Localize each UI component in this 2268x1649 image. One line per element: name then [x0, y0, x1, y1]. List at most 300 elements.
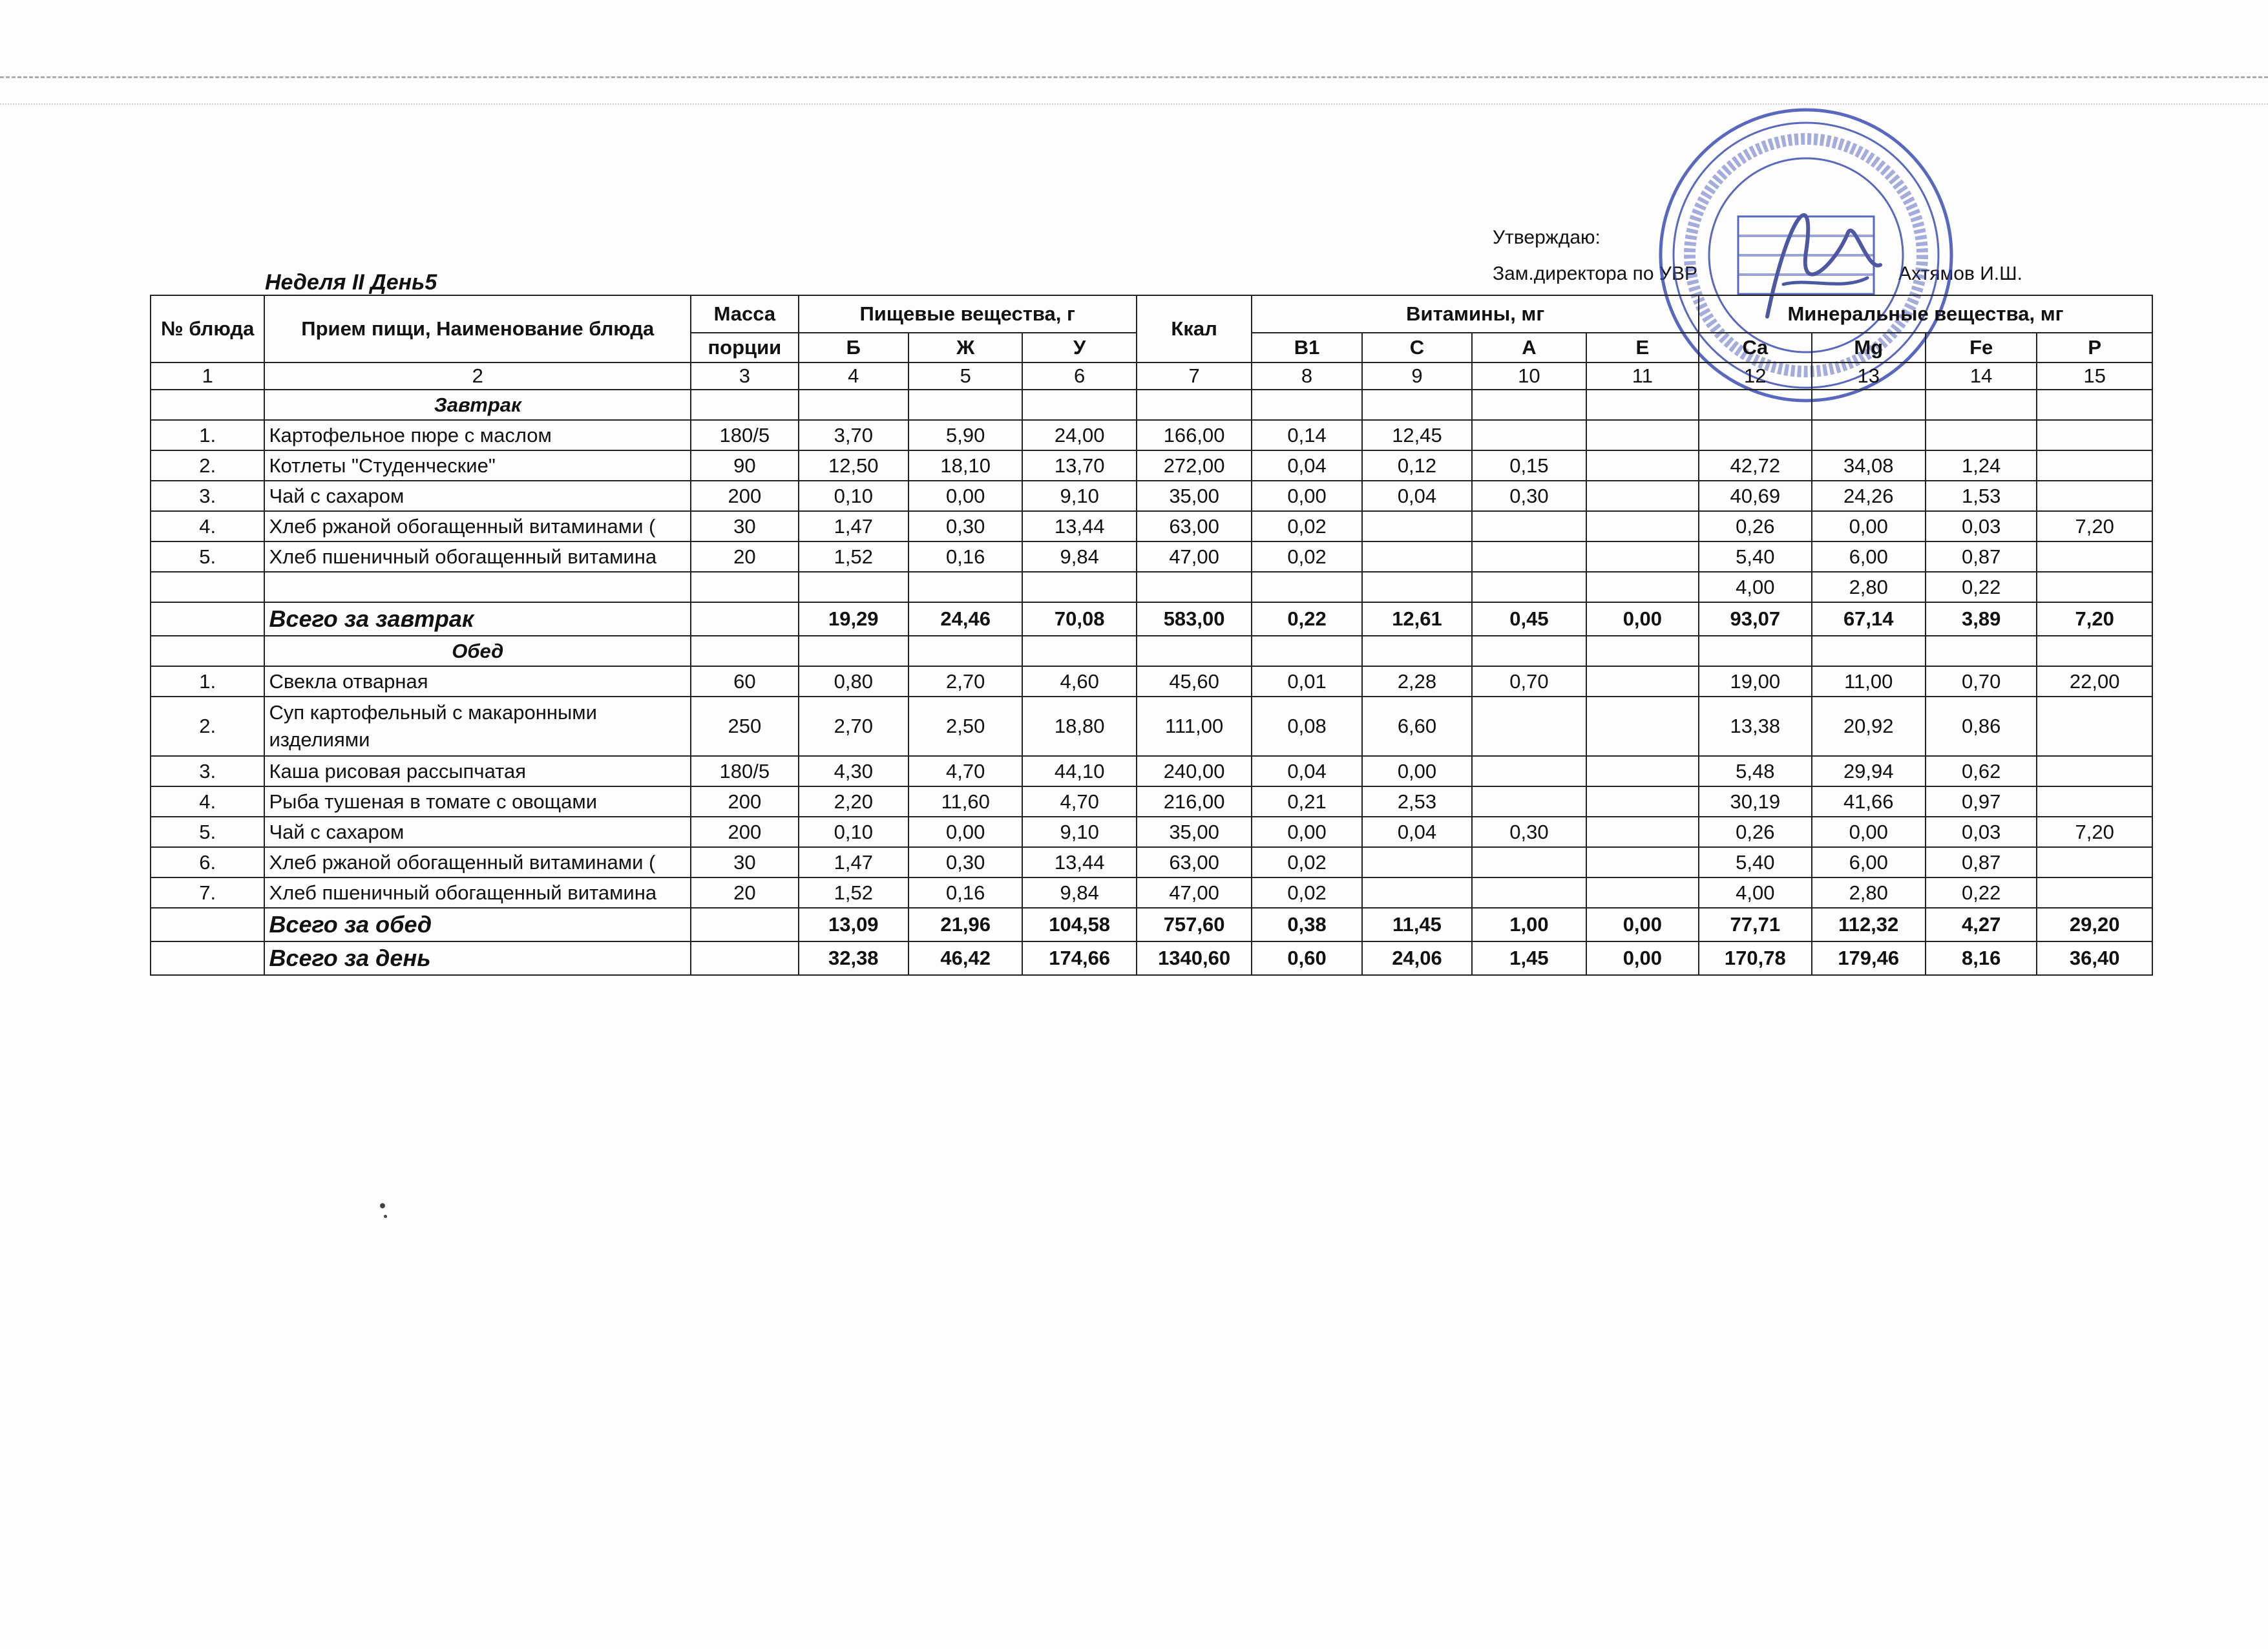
empty-cell — [1137, 636, 1252, 666]
table-cell: 30 — [691, 847, 798, 877]
dish-name: Котлеты "Студенческие" — [264, 450, 691, 481]
approval-block — [1493, 220, 2022, 292]
table-cell — [2037, 481, 2152, 511]
table-cell: 5. — [151, 817, 264, 847]
section-row — [151, 390, 2152, 420]
table-cell: 4,00 — [1699, 877, 1811, 908]
table-cell: 44,10 — [1022, 756, 1136, 786]
table-cell: 90 — [691, 450, 798, 481]
table-cell: 216,00 — [1137, 786, 1252, 817]
table-cell — [151, 572, 264, 602]
empty-cell — [1362, 390, 1472, 420]
header-vitamins: Витамины, мг — [1252, 295, 1699, 333]
table-cell — [1472, 572, 1586, 602]
table-cell: 0,10 — [799, 481, 908, 511]
table-cell: 4,30 — [799, 756, 908, 786]
table-cell: 0,30 — [1472, 817, 1586, 847]
table-cell — [1699, 420, 1811, 450]
table-cell: 5,40 — [1699, 541, 1811, 572]
table-cell — [2037, 847, 2152, 877]
table-cell: 41,66 — [1812, 786, 1926, 817]
table-cell — [2037, 450, 2152, 481]
empty-cell — [1926, 636, 2037, 666]
header-calcium: Ca — [1699, 333, 1811, 362]
header-minerals: Минеральные вещества, мг — [1699, 295, 2152, 333]
table-cell: 1. — [151, 666, 264, 697]
header-dish-name: Прием пищи, Наименование блюда — [264, 295, 691, 362]
table-cell: 0,62 — [1926, 756, 2037, 786]
table-cell: 0,30 — [908, 511, 1022, 541]
table-cell — [1586, 817, 1699, 847]
table-cell — [1252, 572, 1361, 602]
table-cell: 0,30 — [1472, 481, 1586, 511]
table-cell — [1362, 847, 1472, 877]
table-cell: 2,80 — [1812, 572, 1926, 602]
table-cell — [1362, 877, 1472, 908]
empty-cell — [908, 390, 1022, 420]
table-cell: 7,20 — [2037, 511, 2152, 541]
column-number: 13 — [1812, 362, 1926, 390]
table-cell: 30 — [691, 511, 798, 541]
table-cell: 0,38 — [1252, 908, 1361, 941]
table-cell — [1362, 541, 1472, 572]
column-number: 5 — [908, 362, 1022, 390]
table-row — [151, 756, 2152, 786]
table-cell: 0,00 — [908, 817, 1022, 847]
table-cell: 179,46 — [1812, 941, 1926, 975]
table-cell: 0,00 — [1362, 756, 1472, 786]
table-cell: 6,00 — [1812, 541, 1926, 572]
table-cell: 1,47 — [799, 511, 908, 541]
table-cell: 0,02 — [1252, 511, 1361, 541]
empty-cell — [1586, 636, 1699, 666]
empty-cell — [1472, 636, 1586, 666]
table-cell: 4,60 — [1022, 666, 1136, 697]
table-cell: 3,70 — [799, 420, 908, 450]
table-cell: 0,00 — [1586, 602, 1699, 636]
table-cell — [1586, 847, 1699, 877]
empty-cell — [799, 390, 908, 420]
table-cell: 7,20 — [2037, 602, 2152, 636]
table-cell: 1,47 — [799, 847, 908, 877]
table-row — [151, 541, 2152, 572]
table-row — [151, 817, 2152, 847]
empty-cell — [1699, 636, 1811, 666]
table-cell: 0,87 — [1926, 847, 2037, 877]
total-label: Всего за завтрак — [264, 602, 691, 636]
table-header-row-1 — [151, 295, 2152, 333]
table-cell: 77,71 — [1699, 908, 1811, 941]
table-cell: 13,38 — [1699, 697, 1811, 756]
column-number-row — [151, 362, 2152, 390]
table-cell: 24,00 — [1022, 420, 1136, 450]
table-cell — [691, 602, 798, 636]
table-cell: 0,87 — [1926, 541, 2037, 572]
table-cell — [2037, 572, 2152, 602]
table-cell — [1472, 420, 1586, 450]
table-row — [151, 450, 2152, 481]
table-cell: 93,07 — [1699, 602, 1811, 636]
header-dish-number: № блюда — [151, 295, 264, 362]
table-cell: 60 — [691, 666, 798, 697]
column-number: 15 — [2037, 362, 2152, 390]
section-title: Обед — [264, 636, 691, 666]
table-cell: 0,00 — [1252, 481, 1361, 511]
table-cell: 24,26 — [1812, 481, 1926, 511]
total-label: Всего за день — [264, 941, 691, 975]
empty-cell — [1252, 390, 1361, 420]
scan-edge-line — [0, 76, 2268, 78]
table-cell: 0,04 — [1362, 481, 1472, 511]
table-cell: 0,22 — [1252, 602, 1361, 636]
column-number: 10 — [1472, 362, 1586, 390]
table-cell: 24,46 — [908, 602, 1022, 636]
empty-cell — [1472, 390, 1586, 420]
table-cell: 0,01 — [1252, 666, 1361, 697]
table-cell: 2. — [151, 697, 264, 756]
table-cell: 20,92 — [1812, 697, 1926, 756]
table-cell: 0,12 — [1362, 450, 1472, 481]
table-cell: 0,15 — [1472, 450, 1586, 481]
table-cell: 0,04 — [1252, 756, 1361, 786]
header-magnesium: Mg — [1812, 333, 1926, 362]
table-cell: 32,38 — [799, 941, 908, 975]
table-cell — [1472, 541, 1586, 572]
table-cell: 0,14 — [1252, 420, 1361, 450]
column-number: 7 — [1137, 362, 1252, 390]
table-cell: 0,45 — [1472, 602, 1586, 636]
table-cell: 1,24 — [1926, 450, 2037, 481]
column-number: 1 — [151, 362, 264, 390]
column-number: 2 — [264, 362, 691, 390]
table-cell: 30,19 — [1699, 786, 1811, 817]
empty-cell — [151, 636, 264, 666]
table-cell: 0,70 — [1472, 666, 1586, 697]
table-cell: 111,00 — [1137, 697, 1252, 756]
table-cell: 0,16 — [908, 541, 1022, 572]
column-number: 12 — [1699, 362, 1811, 390]
table-cell: 3,89 — [1926, 602, 2037, 636]
dish-name: Хлеб пшеничный обогащенный витамина — [264, 541, 691, 572]
table-cell: 4,00 — [1699, 572, 1811, 602]
table-cell: 0,26 — [1699, 817, 1811, 847]
table-cell: 1,53 — [1926, 481, 2037, 511]
table-cell — [1362, 572, 1472, 602]
dish-name: Чай с сахаром — [264, 817, 691, 847]
table-cell: 8,16 — [1926, 941, 2037, 975]
column-number: 6 — [1022, 362, 1136, 390]
section-title: Завтрак — [264, 390, 691, 420]
table-cell: 36,40 — [2037, 941, 2152, 975]
total-label: Всего за обед — [264, 908, 691, 941]
table-cell: 583,00 — [1137, 602, 1252, 636]
empty-cell — [2037, 636, 2152, 666]
empty-cell — [799, 636, 908, 666]
table-cell — [691, 941, 798, 975]
empty-cell — [1812, 636, 1926, 666]
dish-name — [264, 572, 691, 602]
table-cell: 29,20 — [2037, 908, 2152, 941]
table-cell: 35,00 — [1137, 817, 1252, 847]
table-cell — [2037, 756, 2152, 786]
dish-name: Хлеб ржаной обогащенный витаминами ( — [264, 847, 691, 877]
table-cell: 7. — [151, 877, 264, 908]
table-cell — [151, 941, 264, 975]
table-cell — [1586, 697, 1699, 756]
table-cell — [1586, 877, 1699, 908]
table-cell: 0,30 — [908, 847, 1022, 877]
table-cell — [1586, 541, 1699, 572]
dish-name: Свекла отварная — [264, 666, 691, 697]
dish-name: Чай с сахаром — [264, 481, 691, 511]
table-cell — [1586, 572, 1699, 602]
table-cell — [1586, 756, 1699, 786]
table-cell: 0,16 — [908, 877, 1022, 908]
table-cell: 11,00 — [1812, 666, 1926, 697]
table-cell: 29,94 — [1812, 756, 1926, 786]
table-cell: 757,60 — [1137, 908, 1252, 941]
table-cell: 9,10 — [1022, 481, 1136, 511]
table-cell — [1472, 511, 1586, 541]
table-cell: 45,60 — [1137, 666, 1252, 697]
table-cell: 0,22 — [1926, 572, 2037, 602]
header-fat: Ж — [908, 333, 1022, 362]
header-iron: Fe — [1926, 333, 2037, 362]
table-cell: 1,52 — [799, 541, 908, 572]
table-cell: 180/5 — [691, 420, 798, 450]
table-cell: 11,45 — [1362, 908, 1472, 941]
table-cell: 1340,60 — [1137, 941, 1252, 975]
column-number: 3 — [691, 362, 798, 390]
table-cell — [691, 572, 798, 602]
table-cell: 166,00 — [1137, 420, 1252, 450]
table-cell — [1926, 420, 2037, 450]
table-cell — [1586, 420, 1699, 450]
table-cell: 18,10 — [908, 450, 1022, 481]
header-carbs: У — [1022, 333, 1136, 362]
table-cell — [1362, 511, 1472, 541]
table-cell: 20 — [691, 541, 798, 572]
column-number: 4 — [799, 362, 908, 390]
table-cell — [691, 908, 798, 941]
header-phosphorus: P — [2037, 333, 2152, 362]
column-number: 11 — [1586, 362, 1699, 390]
table-cell: 7,20 — [2037, 817, 2152, 847]
week-day-title: Неделя II День5 — [265, 270, 437, 295]
table-cell — [908, 572, 1022, 602]
empty-cell — [1022, 636, 1136, 666]
total-row — [151, 602, 2152, 636]
dish-name: Суп картофельный с макаронными изделиями — [264, 697, 691, 756]
table-cell: 0,80 — [799, 666, 908, 697]
table-cell: 47,00 — [1137, 877, 1252, 908]
table-cell — [1586, 666, 1699, 697]
table-cell: 1,52 — [799, 877, 908, 908]
table-cell: 200 — [691, 786, 798, 817]
table-cell: 13,09 — [799, 908, 908, 941]
table-cell: 34,08 — [1812, 450, 1926, 481]
table-cell: 0,03 — [1926, 817, 2037, 847]
table-row — [151, 420, 2152, 450]
table-cell: 5,40 — [1699, 847, 1811, 877]
table-cell: 2,70 — [908, 666, 1022, 697]
table-cell: 2. — [151, 450, 264, 481]
table-row — [151, 511, 2152, 541]
table-cell: 180/5 — [691, 756, 798, 786]
approval-position: Зам.директора по УВР — [1493, 263, 1697, 284]
table-cell: 0,04 — [1362, 817, 1472, 847]
table-cell: 0,00 — [1586, 941, 1699, 975]
table-cell — [1022, 572, 1136, 602]
table-cell: 0,26 — [1699, 511, 1811, 541]
table-cell: 0,21 — [1252, 786, 1361, 817]
table-cell: 4. — [151, 511, 264, 541]
column-number: 9 — [1362, 362, 1472, 390]
table-cell: 9,84 — [1022, 877, 1136, 908]
empty-cell — [1812, 390, 1926, 420]
empty-cell — [1252, 636, 1361, 666]
table-cell: 0,02 — [1252, 847, 1361, 877]
header-vitamin-e: Е — [1586, 333, 1699, 362]
table-cell: 2,50 — [908, 697, 1022, 756]
dish-name: Рыба тушеная в томате с овощами — [264, 786, 691, 817]
table-cell: 0,97 — [1926, 786, 2037, 817]
table-cell: 12,45 — [1362, 420, 1472, 450]
table-cell — [2037, 786, 2152, 817]
table-cell: 21,96 — [908, 908, 1022, 941]
table-cell: 200 — [691, 817, 798, 847]
table-cell: 20 — [691, 877, 798, 908]
empty-cell — [1586, 390, 1699, 420]
table-row — [151, 877, 2152, 908]
header-protein: Б — [799, 333, 908, 362]
table-cell: 272,00 — [1137, 450, 1252, 481]
table-cell: 0,02 — [1252, 877, 1361, 908]
table-cell: 1,45 — [1472, 941, 1586, 975]
table-row — [151, 697, 2152, 756]
table-cell: 46,42 — [908, 941, 1022, 975]
table-cell — [1586, 786, 1699, 817]
empty-cell — [151, 390, 264, 420]
header-mass-line-1: Масса — [691, 295, 798, 333]
header-mass-line-2: порции — [691, 333, 798, 362]
empty-cell — [691, 390, 798, 420]
header-nutrients: Пищевые вещества, г — [799, 295, 1137, 333]
table-cell: 4,70 — [1022, 786, 1136, 817]
table-cell: 0,03 — [1926, 511, 2037, 541]
table-cell — [151, 602, 264, 636]
table-cell: 2,20 — [799, 786, 908, 817]
table-cell: 5,90 — [908, 420, 1022, 450]
dish-name: Хлеб пшеничный обогащенный витамина — [264, 877, 691, 908]
empty-cell — [1022, 390, 1136, 420]
table-cell: 6. — [151, 847, 264, 877]
table-cell — [151, 908, 264, 941]
scan-speck — [384, 1215, 387, 1218]
table-cell: 2,80 — [1812, 877, 1926, 908]
table-cell — [1472, 697, 1586, 756]
table-cell: 0,00 — [1586, 908, 1699, 941]
table-cell: 1,00 — [1472, 908, 1586, 941]
table-row — [151, 666, 2152, 697]
table-cell — [799, 572, 908, 602]
table-cell: 0,70 — [1926, 666, 2037, 697]
table-cell: 0,60 — [1252, 941, 1361, 975]
table-cell — [1137, 572, 1252, 602]
table-cell: 9,84 — [1022, 541, 1136, 572]
header-vitamin-c: С — [1362, 333, 1472, 362]
dish-name: Каша рисовая рассыпчатая — [264, 756, 691, 786]
empty-cell — [1137, 390, 1252, 420]
table-cell: 0,08 — [1252, 697, 1361, 756]
column-number: 14 — [1926, 362, 2037, 390]
table-cell — [1472, 877, 1586, 908]
table-cell: 70,08 — [1022, 602, 1136, 636]
table-cell: 4. — [151, 786, 264, 817]
table-cell: 24,06 — [1362, 941, 1472, 975]
empty-cell — [2037, 390, 2152, 420]
table-cell: 13,70 — [1022, 450, 1136, 481]
table-cell: 250 — [691, 697, 798, 756]
table-cell: 9,10 — [1022, 817, 1136, 847]
table-cell: 0,04 — [1252, 450, 1361, 481]
table-cell — [2037, 877, 2152, 908]
empty-cell — [1926, 390, 2037, 420]
table-cell — [2037, 541, 2152, 572]
table-cell: 104,58 — [1022, 908, 1136, 941]
column-number: 8 — [1252, 362, 1361, 390]
table-cell — [1472, 756, 1586, 786]
empty-cell — [1699, 390, 1811, 420]
table-cell: 42,72 — [1699, 450, 1811, 481]
total-row — [151, 941, 2152, 975]
table-cell — [1472, 786, 1586, 817]
table-cell: 0,00 — [908, 481, 1022, 511]
table-cell: 174,66 — [1022, 941, 1136, 975]
approval-line-2-wrap — [1493, 256, 2022, 292]
dish-name: Хлеб ржаной обогащенный витаминами ( — [264, 511, 691, 541]
table-cell: 4,70 — [908, 756, 1022, 786]
table-cell: 6,00 — [1812, 847, 1926, 877]
table-cell: 67,14 — [1812, 602, 1926, 636]
approval-name: Ахтямов И.Ш. — [1898, 263, 2022, 284]
header-kcal: Ккал — [1137, 295, 1252, 362]
table-cell: 12,50 — [799, 450, 908, 481]
table-cell — [1812, 420, 1926, 450]
table-cell: 0,86 — [1926, 697, 2037, 756]
table-cell: 3. — [151, 481, 264, 511]
table-cell: 6,60 — [1362, 697, 1472, 756]
table-cell: 0,02 — [1252, 541, 1361, 572]
table-cell: 13,44 — [1022, 511, 1136, 541]
table-row — [151, 481, 2152, 511]
scan-speck — [380, 1203, 385, 1208]
table-cell: 2,70 — [799, 697, 908, 756]
table-cell — [1586, 511, 1699, 541]
table-cell: 0,00 — [1252, 817, 1361, 847]
table-row — [151, 572, 2152, 602]
empty-cell — [908, 636, 1022, 666]
table-cell — [1586, 450, 1699, 481]
empty-cell — [1362, 636, 1472, 666]
empty-cell — [691, 636, 798, 666]
section-row — [151, 636, 2152, 666]
table-cell: 3. — [151, 756, 264, 786]
header-vitamin-b1: В1 — [1252, 333, 1361, 362]
table-cell: 40,69 — [1699, 481, 1811, 511]
table-cell — [1472, 847, 1586, 877]
table-row — [151, 786, 2152, 817]
